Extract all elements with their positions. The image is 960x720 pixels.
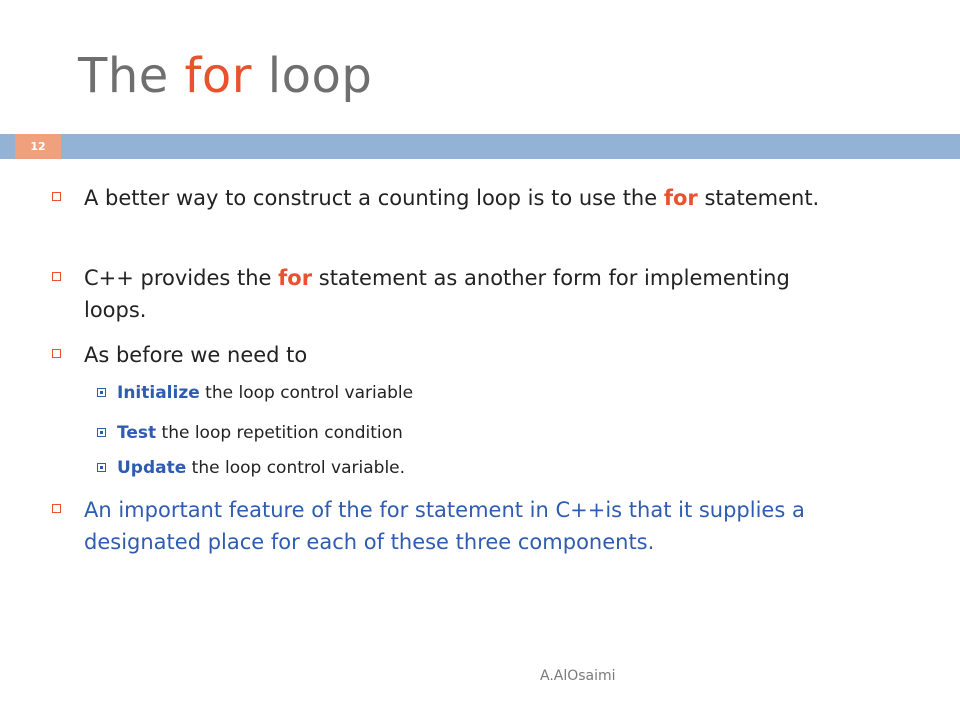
bullet-text-part: statement.	[697, 186, 820, 210]
sub-bullet-item	[97, 381, 837, 405]
bullet-text-part: statement as another form for implementing loops.	[84, 266, 790, 322]
sub-bullet-keyword: Initialize	[117, 383, 200, 403]
bullet-text-part: A better way to construct a counting loop is to use the	[84, 186, 664, 210]
sub-bullet-text	[117, 456, 837, 480]
sub-bullet-text-part: the loop repetition condition	[156, 423, 403, 443]
bullet-item	[52, 339, 832, 371]
slide-title	[78, 48, 372, 104]
bullet-text	[84, 262, 832, 326]
sub-bullet-item	[97, 421, 837, 445]
square-bullet-icon	[52, 504, 61, 513]
bullet-item	[52, 494, 832, 558]
sub-bullet-text	[117, 421, 837, 445]
sub-bullet-keyword: Test	[117, 423, 157, 443]
header-band-left	[0, 134, 15, 159]
square-bullet-icon	[52, 192, 61, 201]
filled-square-bullet-icon	[97, 388, 106, 397]
square-bullet-icon	[52, 272, 61, 281]
filled-square-bullet-icon	[97, 463, 106, 472]
bullet-text: As before we need to	[84, 343, 308, 367]
sub-bullet-item	[97, 456, 837, 480]
bullet-item	[52, 182, 832, 214]
title-keyword: for	[184, 48, 253, 104]
sub-bullet-text-part: the loop control variable.	[186, 458, 406, 478]
filled-square-bullet-icon	[97, 428, 106, 437]
title-suffix: loop	[252, 48, 373, 104]
square-bullet-icon	[52, 349, 61, 358]
footer-author: A.AlOsaimi	[540, 668, 616, 684]
bullet-text	[84, 182, 832, 214]
bullet-keyword: for	[663, 186, 698, 210]
sub-bullet-text	[117, 381, 837, 405]
header-band-right	[61, 134, 960, 159]
bullet-text: An important feature of the for statement in C++is that it supplies a designated place for each of these three components.	[84, 498, 805, 554]
sub-bullet-keyword: Update	[117, 458, 187, 478]
bullet-text-part: C++ provides the	[84, 266, 279, 290]
slide-number-badge: 12	[15, 134, 61, 159]
sub-bullet-text-part: the loop control variable	[199, 383, 414, 403]
bullet-keyword: for	[278, 266, 313, 290]
bullet-item	[52, 262, 832, 326]
title-prefix: The	[78, 48, 185, 104]
